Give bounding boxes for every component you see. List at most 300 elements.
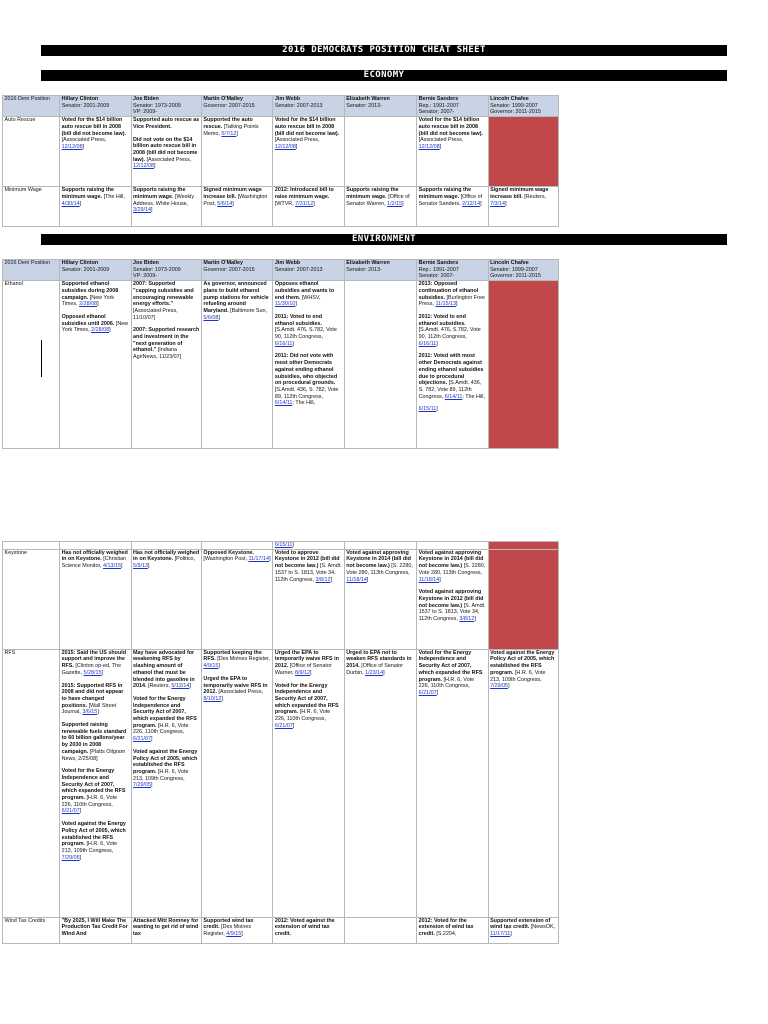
candidate-term: Senator: 1999-2007	[490, 266, 538, 273]
position-cell	[201, 281, 272, 449]
source-citation: [S. 2280, Vote 280, 113th Congress,	[346, 563, 413, 576]
position-entry	[346, 187, 414, 207]
candidate-term: VP: 2009-	[133, 273, 158, 280]
source-citation: [Reuters,	[524, 193, 547, 200]
source-link[interactable]: 4/9/15	[226, 931, 242, 938]
position-entry	[62, 683, 129, 717]
position-cell	[60, 187, 131, 227]
source-citation: [Washington Post,	[203, 193, 268, 207]
table-row	[3, 917, 559, 943]
position-entry	[419, 550, 486, 584]
source-citation: [WHSV,	[301, 294, 321, 301]
topic-label: Keystone	[4, 549, 27, 556]
source-link[interactable]: 6/16/11	[418, 340, 437, 347]
position-statement: Has not officially weighed in on Keystone.	[61, 549, 128, 563]
position-cell	[131, 549, 201, 649]
candidate-header-cell	[488, 260, 558, 281]
citation-close: ]	[151, 207, 153, 214]
candidate-term: Senator: 1973-2009	[133, 102, 181, 109]
source-link[interactable]: 6/14/11	[274, 400, 293, 407]
source-link[interactable]: 4/9/15	[203, 663, 219, 670]
no-data-cell	[488, 281, 558, 449]
candidate-term: Senator: 2007-	[418, 109, 455, 116]
source-link[interactable]: 4/30/14	[61, 200, 80, 207]
citation-close: ]	[436, 689, 439, 696]
source-link[interactable]: 11/30/10	[274, 301, 296, 308]
position-entry	[203, 117, 270, 137]
citation-close: ]	[436, 406, 438, 413]
header-row	[3, 260, 559, 281]
source-citation: [Weekly Address, White House,	[133, 193, 195, 207]
header-topic-cell	[3, 96, 60, 117]
position-entry	[62, 281, 129, 308]
source-citation: [S. Amdt. 1537 to S. 1813, Vote 34, 112th Congress,	[274, 563, 342, 583]
no-data-cell	[488, 542, 558, 550]
position-entry	[275, 187, 342, 207]
topic-label: Auto Rescue	[4, 117, 36, 124]
citation-close: ]	[436, 340, 438, 347]
source-citation: [Associated Press,	[61, 137, 107, 144]
citation-close: ]	[292, 340, 294, 347]
source-citation: [S.Amdt. 476, S.782, Vote 90, 112th Congress,	[418, 327, 481, 341]
position-entry	[275, 117, 342, 151]
position-entry	[419, 353, 486, 400]
position-cell	[344, 117, 416, 187]
header-topic: 2016 Dem Position	[4, 96, 51, 102]
source-citation: [Office of Senator Warner,	[274, 663, 332, 676]
position-statement: Voted for the Energy Independence and Security Act of 2007, which expanded the RFS program.	[418, 649, 483, 683]
source-link[interactable]: 11/18/14	[418, 576, 440, 583]
empty-cell	[131, 542, 201, 550]
candidate-name: Hillary Clinton	[61, 96, 99, 102]
position-cell	[344, 917, 416, 943]
source-link[interactable]: 5/6/14	[217, 200, 233, 207]
candidate-term: Governor: 2007-2015	[203, 266, 255, 273]
citation-close: ]	[236, 130, 238, 137]
source-citation: [Burlington Free Press,	[418, 294, 485, 308]
position-statement: Voted against the Energy Policy Act of 2005, which established the RFS program.	[133, 748, 198, 775]
candidate-header-cell	[201, 260, 272, 281]
position-statement: Supports raising the minimum wage.	[61, 187, 115, 200]
candidate-name: Joe Biden	[133, 96, 159, 102]
candidate-term: Senator: 2001-2009	[61, 102, 110, 109]
source-link[interactable]: 12/12/08	[274, 143, 296, 150]
position-statement: Opposed Keystone.	[203, 549, 255, 556]
topic-label: Ethanol	[4, 281, 23, 288]
candidate-header-cell	[60, 96, 131, 117]
header-topic-cell	[3, 260, 60, 281]
position-statement: Urged the EPA to temporarily waive RFS in 2012.	[274, 649, 339, 670]
position-statement: Voted for the Energy Independence and Security Act of 2007, which expanded the RFS program.	[61, 768, 126, 802]
position-entry	[62, 768, 129, 815]
position-entry	[419, 650, 486, 697]
position-entry	[419, 314, 486, 348]
citation-close: ]	[79, 854, 82, 861]
citation-close: ]	[189, 683, 191, 690]
position-statement: Opposes ethanol subsidies and wants to end them.	[274, 281, 335, 301]
position-entry	[346, 550, 414, 584]
source-link[interactable]: 11/18/14	[346, 576, 367, 583]
header-topic: 2016 Dem Position	[4, 260, 51, 266]
position-entry	[275, 918, 342, 938]
position-entry	[346, 650, 414, 677]
candidate-name: Elizabeth Warren	[346, 96, 390, 102]
position-cell	[273, 281, 344, 449]
position-statement: Supported raising renewable fuels standard to 60 billion gallons/year by 2030 in 2008 campaign.	[61, 722, 127, 755]
source-link[interactable]: 5/28/15	[83, 669, 102, 676]
empty-cell	[60, 542, 131, 550]
position-entry	[419, 187, 486, 207]
topic-cell	[3, 649, 60, 917]
source-link[interactable]: 2/12/14	[462, 200, 481, 207]
position-entry	[203, 676, 270, 703]
source-citation: [WTVR,	[274, 200, 294, 207]
source-link[interactable]: 6/21/07	[133, 736, 152, 743]
candidate-header-cell	[488, 96, 558, 117]
citation-close: ]	[97, 301, 99, 308]
economy-table	[2, 95, 559, 227]
source-citation: [New York Times,	[61, 320, 129, 334]
topic-label: Wind Tax Credits	[4, 917, 46, 924]
source-citation: [H.R. 6, Vote 226, 110th Congress,	[274, 709, 331, 723]
position-cell	[60, 281, 131, 449]
candidate-term: Senator: 2013-	[346, 266, 382, 273]
position-statement: Supported ethanol subsidies during 2008 campaign.	[61, 281, 119, 301]
citation-close: ]	[366, 576, 369, 583]
source-citation: [Office of Senator Sanders,	[418, 193, 483, 207]
position-cell	[273, 542, 344, 550]
position-entry	[275, 314, 342, 348]
position-statement: Did not vote on the $14 billion auto rescue bill in 2008 (bill did not become law).	[133, 136, 198, 163]
position-cell	[344, 281, 416, 449]
source-citation: [Associated Press,	[418, 137, 464, 144]
citation-close: ]	[109, 327, 111, 334]
candidate-header-cell	[273, 260, 344, 281]
source-link[interactable]: 2/28/08	[79, 301, 98, 308]
position-cell	[344, 187, 416, 227]
position-cell	[344, 549, 416, 649]
source-citation: [Office of Senator Durbin,	[346, 663, 404, 676]
citation-close: ]	[439, 143, 442, 150]
position-entry	[62, 821, 129, 861]
position-entry	[62, 117, 129, 151]
source-link[interactable]: 7/29/05	[133, 782, 152, 789]
position-entry	[62, 650, 129, 677]
source-link[interactable]: 6/15/11	[418, 406, 437, 413]
position-entry	[490, 187, 556, 207]
citation-close: ]	[292, 542, 294, 548]
position-entry	[62, 722, 129, 762]
position-statement: Voted against approving Keystone in 2012 (bill did not become law.)	[418, 589, 484, 609]
source-link[interactable]: 6/15/11	[274, 542, 293, 548]
candidate-term: Senator: 2007-2013	[274, 102, 323, 109]
position-cell	[417, 649, 488, 917]
source-citation: [Baltimore Sun,	[230, 307, 267, 314]
position-cell	[201, 649, 272, 917]
source-link[interactable]: 5/6/08	[203, 314, 219, 321]
source-citation: [Platts Oilgram News, 2/25/08]	[61, 748, 126, 762]
citation-close: ]	[221, 695, 223, 702]
page-title: 2016 DEMOCRATS POSITION CHEAT SHEET	[41, 45, 727, 56]
position-statement: Supported extension of wind tax credit.	[490, 917, 551, 931]
position-entry	[275, 281, 342, 308]
environment-table-continued	[2, 541, 559, 944]
position-cell	[131, 281, 201, 449]
position-statement: Supported the auto rescue.	[203, 117, 253, 130]
candidate-header-cell	[201, 96, 272, 117]
source-link[interactable]: 1/2/15	[387, 200, 403, 207]
position-statement: 2011: Voted to end ethanol subsidies.	[418, 313, 466, 327]
position-entry	[133, 918, 199, 938]
source-citation: [Associated Press,	[146, 156, 192, 163]
position-entry	[419, 406, 486, 413]
source-citation: [Politico,	[174, 556, 196, 563]
source-link[interactable]: 3/6/15	[82, 709, 98, 716]
source-citation: [S. Amdt. 1537 to S. 1813, Vote 34, 112th Congress,	[418, 602, 486, 623]
position-statement: Has not officially weighed in on Keystone.	[133, 549, 200, 563]
topic-cell	[3, 187, 60, 227]
position-cell	[201, 549, 272, 649]
position-entry	[133, 650, 199, 690]
source-citation: [NewsOK,	[530, 924, 556, 931]
position-statement: 2011: Voted to end ethanol subsidies.	[274, 313, 323, 327]
citation-close: ; The Hill,	[292, 400, 316, 407]
header-row	[3, 96, 559, 117]
candidate-term: Governor: 2007-2015	[203, 102, 255, 109]
source-link[interactable]: 5/7/12	[221, 130, 237, 137]
table-row	[3, 649, 559, 917]
citation-close: ]	[151, 736, 153, 743]
position-entry	[62, 187, 129, 207]
position-entry	[133, 137, 199, 171]
position-cell	[488, 917, 558, 943]
no-data-cell	[488, 549, 558, 649]
position-statement: 2013: Opposed continuation of ethanol subsidies.	[418, 281, 479, 301]
source-link[interactable]: 1/23/14	[365, 669, 384, 676]
source-link[interactable]: 6/14/11	[444, 393, 463, 400]
position-cell	[488, 649, 558, 917]
position-cell	[131, 187, 201, 227]
position-entry	[490, 650, 556, 690]
citation-close: ]	[480, 200, 482, 207]
citation-close: ]	[505, 200, 507, 207]
citation-close: ]	[269, 556, 271, 563]
citation-close: ]	[232, 200, 234, 207]
position-statement: 2012: Introduced bill to raise minimum wage.	[274, 187, 334, 200]
citation-close: ]	[79, 808, 82, 815]
position-statement: 2015: Said the US should support and improve the RFS.	[61, 649, 127, 670]
table-row	[3, 542, 559, 550]
position-entry	[133, 749, 199, 789]
citation-close: ]	[292, 722, 295, 729]
position-statement: 2015: Supported RFS in 2008 and did not appear to have changed positions.	[61, 682, 124, 709]
citation-close: ]	[82, 143, 85, 150]
citation-close: ; The Hill,	[462, 393, 485, 400]
candidate-term: Senator: 2013-	[346, 102, 382, 109]
position-statement: Voted for the $14 billion auto rescue bill in 2008 (bill did not become law).	[418, 117, 484, 137]
topic-label: RFS	[4, 649, 16, 656]
source-link[interactable]: 8/10/12	[203, 695, 222, 702]
citation-close: ]	[510, 931, 512, 938]
topic-cell	[3, 549, 60, 649]
source-citation: [S.2204,	[436, 931, 457, 938]
empty-cell	[344, 542, 416, 550]
source-citation: [Talking Points Memo,	[203, 123, 259, 137]
candidate-header-cell	[60, 260, 131, 281]
position-entry	[419, 918, 486, 938]
source-link[interactable]: 7/29/05	[61, 854, 80, 861]
source-link[interactable]: 7/3/14	[490, 200, 506, 207]
position-statement: 2007: Supported research and investment in the "next generation of ethanol."	[133, 327, 200, 354]
source-citation: [S. 2280, Vote 280, 113th Congress,	[418, 563, 486, 576]
position-statement: "By 2025, I Will Make The Production Tax Credit For Wind And	[61, 917, 128, 938]
source-link[interactable]: 3/8/12	[459, 616, 475, 623]
source-link[interactable]: 11/17/11	[490, 931, 511, 938]
position-cell	[201, 917, 272, 943]
position-entry	[419, 117, 486, 151]
candidate-term: Governor: 2011-2015	[490, 273, 541, 280]
source-citation: [S.Amdt. 476, S.782, Vote 90, 112th Congress,	[274, 327, 337, 341]
source-citation: [Wall Street Journal,	[61, 702, 117, 716]
topic-label: Minimum Wage	[4, 187, 42, 194]
position-entry	[133, 550, 199, 570]
position-entry	[490, 918, 556, 938]
position-entry	[275, 683, 342, 730]
source-link[interactable]: 12/12/08	[418, 143, 440, 150]
source-citation: [Des Moines Register,	[217, 656, 270, 663]
position-statement: As governor, announced plans to build ethanol pump stations for vehicle refueling around Maryland.	[203, 281, 269, 314]
position-cell	[344, 649, 416, 917]
citation-close: ]	[151, 782, 153, 789]
source-link[interactable]: 11/15/13	[435, 301, 457, 308]
citation-close: ]	[310, 669, 312, 676]
position-cell	[131, 117, 201, 187]
citation-close: ]	[402, 200, 404, 207]
source-citation: [Associated Press,	[274, 137, 320, 144]
source-citation: [H.R. 6, Vote 226, 110th Congress,	[133, 722, 189, 736]
candidate-term: Senator: 2001-2009	[61, 266, 110, 273]
position-entry	[203, 550, 270, 563]
position-entry	[275, 353, 342, 407]
candidate-name: Martin O'Malley	[203, 260, 244, 266]
candidate-term: Rep.: 1991-2007	[418, 266, 459, 273]
citation-close: ]	[218, 663, 220, 670]
source-link[interactable]: 6/21/07	[418, 689, 437, 696]
position-statement: Supports raising the minimum wage.	[346, 187, 399, 200]
source-citation: [Office of Senator Warren,	[346, 193, 410, 207]
position-statement: Voted for the $14 billion auto rescue bill in 2008 (bill did not become law).	[61, 117, 127, 137]
position-cell	[417, 281, 488, 449]
source-citation: [Clinton op-ed, The Gazette,	[61, 663, 122, 676]
source-citation: [H.R. 6, Vote 226, 110th Congress,	[61, 795, 118, 808]
candidate-name: Hillary Clinton	[61, 260, 99, 266]
position-cell	[60, 917, 131, 943]
citation-close: ]	[241, 931, 243, 938]
position-statement: Signed minimum wage increase bill.	[490, 187, 549, 200]
source-link[interactable]: 7/31/12	[295, 200, 314, 207]
source-link[interactable]: 3/29/14	[133, 207, 152, 214]
citation-close: ]	[154, 163, 156, 170]
source-link[interactable]: 12/12/08	[61, 143, 83, 150]
topic-cell	[3, 117, 60, 187]
position-statement: Voted for the Energy Independence and Security Act of 2007, which expanded the RFS program.	[274, 682, 339, 716]
citation-close: ]	[456, 301, 458, 308]
position-statement: Voted to approve Keystone in 2012 (bill did not become law.)	[274, 549, 340, 570]
position-cell	[273, 117, 344, 187]
citation-close: ]	[313, 200, 315, 207]
citation-close: ]	[439, 576, 441, 583]
source-link[interactable]: 2/28/08	[91, 327, 110, 334]
section-environment-heading: ENVIRONMENT	[41, 234, 727, 245]
citation-close: ]	[508, 683, 510, 690]
position-statement: Voted against approving Keystone in 2014 (bill did not become law.)	[346, 549, 411, 570]
source-citation: [S.Amdt. 436, S. 782, Vote 89, 112th Congress,	[418, 380, 482, 400]
source-link[interactable]: 12/12/08	[133, 163, 155, 170]
candidate-term: Governor: 2011-2015	[490, 109, 541, 116]
source-link[interactable]: 11/17/14	[248, 556, 270, 563]
no-data-cell	[488, 117, 558, 187]
section-economy-heading: ECONOMY	[41, 70, 727, 81]
position-entry	[203, 281, 270, 321]
position-cell	[201, 187, 272, 227]
empty-cell	[201, 542, 272, 550]
source-link[interactable]: 6/16/11	[274, 340, 293, 347]
citation-close: ]	[79, 200, 82, 207]
citation-close: ]	[97, 709, 99, 716]
position-entry	[133, 327, 199, 361]
source-link[interactable]: 6/21/07	[274, 722, 293, 729]
position-entry	[62, 550, 129, 570]
source-link[interactable]: 7/29/05	[490, 683, 509, 690]
source-link[interactable]: 3/8/12	[315, 576, 331, 583]
position-statement: Opposed ethanol subsidies until 2006.	[61, 313, 115, 327]
source-citation: [Associated Press,	[218, 689, 264, 696]
candidate-name: Elizabeth Warren	[346, 260, 390, 266]
table-row	[3, 117, 559, 187]
source-citation: [Associated Press, 11/10/07]	[133, 307, 178, 321]
position-entry	[275, 650, 342, 677]
source-citation: [Reuters,	[148, 683, 170, 690]
position-statement: Attacked Mitt Romney for wanting to get rid of wind tax	[133, 917, 199, 938]
source-citation: [H.R. 6, Vote 213, 109th Congress,	[133, 768, 189, 782]
source-citation: [Des Moines Register,	[203, 924, 252, 938]
candidate-header-cell	[344, 96, 416, 117]
position-entry	[133, 117, 199, 130]
source-link[interactable]: 6/21/07	[61, 808, 80, 815]
position-cell	[417, 117, 488, 187]
position-statement: Supported auto rescue as Vice President.	[133, 117, 200, 130]
position-statement: Supported keeping the RFS.	[203, 649, 262, 663]
candidate-name: Bernie Sanders	[418, 96, 459, 102]
position-cell	[60, 649, 131, 917]
topic-cell	[3, 917, 60, 943]
position-entry	[133, 187, 199, 214]
candidate-name: Lincoln Chafee	[490, 260, 529, 266]
source-link[interactable]: 8/9/12	[295, 669, 310, 676]
margin-mark	[41, 340, 42, 377]
candidate-term: Senator: 2007-	[418, 273, 455, 280]
position-cell	[417, 187, 488, 227]
citation-close: ]	[120, 563, 123, 570]
source-link[interactable]: 4/13/15	[102, 563, 121, 570]
position-statement: Voted against the Energy Policy Act of 2005, which established the RFS program.	[490, 649, 555, 676]
empty-cell	[417, 542, 488, 550]
source-link[interactable]: 5/12/14	[171, 683, 190, 690]
source-link[interactable]: 5/9/13	[133, 563, 149, 570]
table-row	[3, 281, 559, 449]
position-entry	[275, 550, 342, 584]
source-citation: [New York Times,	[61, 294, 115, 308]
